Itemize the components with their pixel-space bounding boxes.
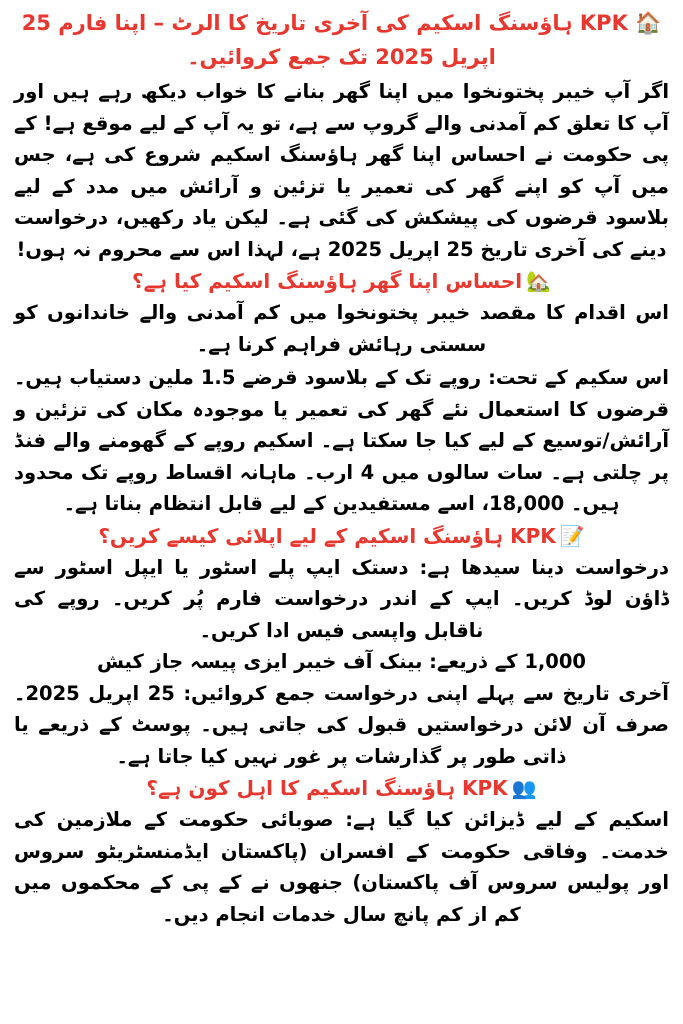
memo-icon: 📝 xyxy=(559,523,585,548)
section-heading-text: KPK ہاؤسنگ اسکیم کا اہل کون ہے؟ xyxy=(146,776,508,800)
section-paragraph: اس سکیم کے تحت: روپے تک کے بلاسود قرضے 1.5 ملین دستیاب ہیں۔ قرضوں کا استعمال نئے گھر کی تعمیر یا موجودہ مکان کی تزئین و آرائش/توسیع کے لیے کیا جا سکتا ہے۔ اسکیم روپے کے گھومنے والے فنڈ پر چلتی ہے۔ سات سالوں میں 4 ارب۔ ماہانہ اقساط روپے تک محدود ہیں۔ 18,000، اسے مستفیدین کے لیے قابل انتظام بناتا ہے۔ xyxy=(14,366,669,515)
section-paragraph: آخری تاریخ سے پہلے اپنی درخواست جمع کروائیں: 25 اپریل 2025۔ صرف آن لائن درخواستیں قبول کی جاتی ہیں۔ پوسٹ کے ذریعے یا ذاتی طور پر گذارشات پر غور نہیں کیا جاتا ہے۔ xyxy=(14,681,669,768)
house-with-garden-icon: 🏡 xyxy=(526,269,552,293)
article-title: 🏠 KPK ہاؤسنگ اسکیم کی آخری تاریخ کا الرٹ – اپنا فارم 25 اپریل 2025 تک جمع کروائیں۔ xyxy=(21,11,662,69)
section-paragraph: اسکیم کے لیے ڈیزائن کیا گیا ہے: صوبائی حکومت کے ملازمین کی خدمت۔ وفاقی حکومت کے افسران (پاکستان ایڈمنسٹریٹو سروس اور پولیس سروس آف پاکستان) جنھوں نے کے پی کے محکموں میں کم از کم پانچ سال خدمات انجام دیں۔ xyxy=(14,808,669,926)
intro-paragraph: اگر آپ خیبر پختونخوا میں اپنا گھر بنانے کا خواب دیکھ رہے ہیں اور آپ کا تعلق کم آمدنی والے گروپ سے ہے، تو یہ آپ کے لیے موقع ہے! کے پی حکومت نے احساس اپنا گھر ہاؤسنگ اسکیم شروع کی ہے، جس میں آپ کو اپنے گھر کی تعمیر یا تزئین و آرائش میں مدد کے لیے بلاسود قرضوں کی پیشکش کی گئی ہے۔ لیکن یاد رکھیں، درخواست دینے کی آخری تاریخ 25 اپریل 2025 ہے، لہذا اس سے محروم نہ ہوں! xyxy=(14,80,669,261)
section-paragraph: درخواست دینا سیدھا ہے: دستک ایپ پلے اسٹور یا ایپل اسٹور سے ڈاؤن لوڈ کریں۔ ایپ کے اندر درخواست فارم پُر کریں۔ روپے کی ناقابل واپسی فیس ادا کریں۔ xyxy=(14,555,669,642)
section-paragraph: اس اقدام کا مقصد خیبر پختونخوا میں کم آمدنی والے خاندانوں کو سستی رہائش فراہم کرنا ہے۔ xyxy=(14,301,669,356)
section-heading-text: KPK ہاؤسنگ اسکیم کے لیے اپلائی کیسے کریں؟ xyxy=(98,523,556,548)
section-paragraph: 1,000 کے ذریعے: بینک آف خیبر ایزی پیسہ جاز کیش xyxy=(96,650,586,673)
section-heading-what-is-scheme xyxy=(14,265,669,297)
section-heading-how-to-apply xyxy=(14,520,669,552)
section-heading-who-is-eligible xyxy=(14,772,669,804)
people-silhouette-icon: 👥 xyxy=(511,776,537,800)
section-heading-text: احساس اپنا گھر ہاؤسنگ اسکیم کیا ہے؟ xyxy=(131,269,523,293)
